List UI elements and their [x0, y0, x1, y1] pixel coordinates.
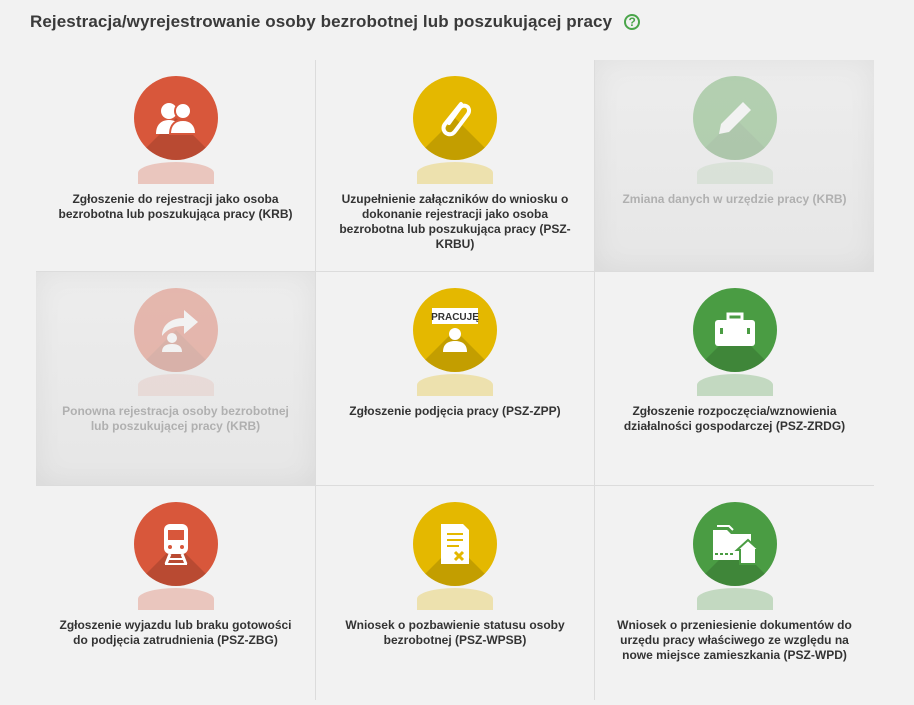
tile-label: Zgłoszenie rozpoczęcia/wznowienia działalności gospodarczej (PSZ-ZRDG): [623, 404, 846, 433]
tile-label: Wniosek o przeniesienie dokumentów do urzędu pracy właściwego ze względu na nowe miejsce zamieszkania (PSZ-WPD): [617, 618, 852, 662]
tile-business-start-psz-zrdg[interactable]: [595, 272, 874, 486]
help-icon[interactable]: ?: [624, 14, 640, 30]
tile-label: Uzupełnienie załączników do wniosku o dokonanie rejestracji jako osoba bezrobotna lub poszukująca pracy (PSZ-KRBU): [339, 192, 571, 251]
tile-label: Zgłoszenie podjęcia pracy (PSZ-ZPP): [349, 404, 561, 418]
tile-job-start-psz-zpp[interactable]: [315, 272, 595, 486]
tile-attachments-psz-krbu[interactable]: [315, 60, 595, 272]
tile-status-removal-psz-wpsb[interactable]: [315, 486, 595, 700]
tile-label: Zgłoszenie wyjazdu lub braku gotowości do podjęcia zatrudnienia (PSZ-ZBG): [59, 618, 292, 647]
tile-departure-psz-zbg[interactable]: [36, 486, 315, 700]
tile-document-transfer-psz-wpd[interactable]: [595, 486, 874, 700]
tile-label: Ponowna rejestracja osoby bezrobotnej lub poszukującej pracy (KRB): [62, 404, 289, 433]
paperclip-icon: [431, 94, 479, 142]
folder-house-icon: [711, 520, 759, 568]
pencil-icon: [711, 94, 759, 142]
tile-label: Zgłoszenie do rejestracji jako osoba bezrobotna lub poszukująca pracy (KRB): [58, 192, 293, 221]
briefcase-icon: [711, 306, 759, 354]
tile-label: Zmiana danych w urzędzie pracy (KRB): [622, 192, 847, 206]
tile-label: Wniosek o pozbawienie statusu osoby bezrobotnej (PSZ-WPSB): [345, 618, 565, 647]
tile-register-krb[interactable]: [36, 60, 315, 272]
page-title: Rejestracja/wyrejestrowanie osoby bezrobotnej lub poszukującej pracy: [30, 12, 613, 31]
svg-text:PRACUJĘ: PRACUJĘ: [431, 312, 479, 323]
train-icon: [152, 520, 200, 568]
tile-change-data-krb: [595, 60, 874, 272]
people-icon: [152, 94, 200, 142]
tile-re-register-krb: [36, 272, 315, 486]
re-register-icon: [152, 306, 200, 354]
document-cancel-icon: [431, 520, 479, 568]
page-header: [30, 12, 640, 32]
working-sign-icon: [431, 306, 479, 354]
service-grid: [36, 60, 874, 700]
